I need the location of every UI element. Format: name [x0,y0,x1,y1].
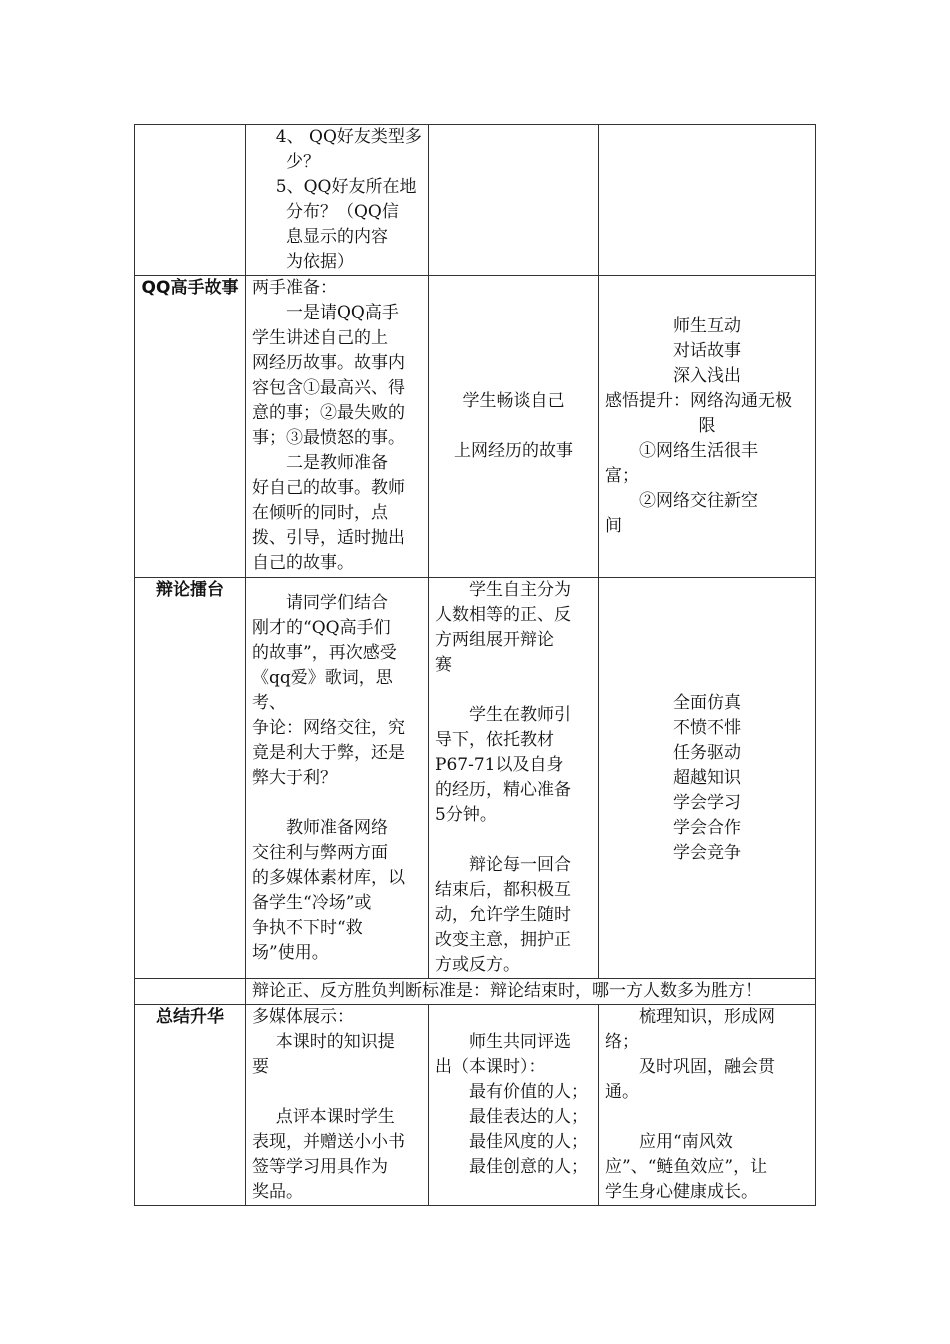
student-activity-cell [429,1005,599,1206]
table-row [135,578,816,979]
teacher-activity-cell [246,125,429,276]
text-line: 5、QQ好友所在地 [275,177,417,197]
text-line: 竟是利大于弊，还是 [252,742,405,763]
text-line: P67-71以及自身 [435,755,564,775]
text-line: 两手准备： [252,278,337,298]
text-line: 多媒体展示： [252,1007,354,1027]
spacer [605,1105,809,1130]
text-line: 刚才的“QQ高手们 [252,617,391,638]
row-title: 辩论擂台 [135,578,246,979]
text-line: 学会竞争 [673,842,741,863]
text-line: 改变主意，拥护正 [435,930,571,950]
text-line: 一是请QQ高手 [286,303,399,323]
text-line: 出（本课时）： [435,1057,546,1077]
text-line: 点评本课时学生 [275,1107,395,1127]
row-title [135,125,246,276]
design-intent-cell [599,578,816,979]
text-line: 导下，依托教材 [435,730,554,750]
text-line: 签等学习用具作为 [252,1157,388,1177]
text-line: 容包含①最高兴、得 [252,378,405,398]
text-line: 上网经历的故事 [454,441,573,461]
text-line: 息显示的内容 [286,227,388,247]
spacer [252,1080,422,1105]
text-line: 场”使用。 [252,942,329,963]
text-line: 二是教师准备 [286,453,388,473]
text-line: 师生共同评选 [469,1032,571,1052]
text-line: 通。 [605,1082,639,1102]
spacer [435,678,592,703]
text-line: 人数相等的正、反 [435,605,571,625]
table-row [135,1005,816,1206]
text-line: 间 [605,516,622,536]
text-line: 赛 [435,655,452,675]
text-line: 交往利与弊两方面 [252,842,388,863]
text-line: 的故事”，再次感受 [252,642,397,663]
table-row [135,276,816,578]
text-line: 少？ [286,152,320,172]
text-line: 在倾听的同时，点 [252,503,388,523]
text-line: 网经历故事。故事内 [252,353,405,373]
text-line: 富； [605,466,639,486]
text-line: 络； [605,1032,639,1052]
text-line: 结束后，都积极互 [435,880,571,900]
text-line: 对话故事 [673,341,741,361]
text-line: 4、 QQ好友类型多 [275,127,422,147]
lesson-plan-table [134,124,816,1206]
table-row [135,125,816,276]
text-line: 教师准备网络 [286,817,388,838]
text-line: 限 [698,416,716,436]
text-line: 学生自主分为 [469,580,571,600]
text-line: 争执不下时“救 [252,917,363,938]
text-line: 及时巩固，融会贯 [639,1057,775,1077]
text-line: 好自己的故事。教师 [252,478,405,498]
text-line: 学会合作 [673,817,741,838]
text-line: 任务驱动 [673,742,741,763]
text-line: 学生在教师引 [469,705,571,725]
teacher-activity-cell [246,1005,429,1206]
spacer [435,828,592,853]
text-line: 的多媒体素材库，以 [252,867,405,888]
text-line: 《qq爱》歌词，思考、 [252,667,393,713]
text-line: 本课时的知识提 [275,1032,395,1052]
design-intent-cell [599,276,816,578]
text-line: 自己的故事。 [252,553,354,573]
table-row [135,979,816,1005]
text-line: 意的事；②最失败的 [252,403,405,423]
text-line: 奖品。 [252,1182,303,1202]
teacher-activity-cell [246,276,429,578]
text-line: 拨、引导，适时抛出 [252,528,405,548]
text-line: 方两组展开辩论 [435,630,554,650]
text-line: 表现，并赠送小小书 [252,1132,405,1152]
text-line: 动，允许学生随时 [435,905,571,925]
student-activity-cell [429,276,599,578]
text-line: 应用“南风效 [639,1132,733,1152]
text-line: 最佳创意的人； [469,1157,588,1177]
text-line: 为依据） [286,252,354,272]
student-activity-cell [429,125,599,276]
text-line: 全面仿真 [673,692,741,713]
text-line: 深入浅出 [673,366,741,386]
row-title [135,979,246,1005]
text-line: 学生讲述自己的上 [252,328,388,348]
spacer [435,414,592,439]
text-line: 感悟提升：网络沟通无极 [605,391,792,411]
text-line: 应”、“鲢鱼效应”，让 [605,1157,768,1177]
text-line: 学会学习 [673,792,741,813]
text-line: 最佳风度的人； [469,1132,588,1152]
text-line: 分布？（QQ信 [286,202,399,222]
design-intent-cell [599,1005,816,1206]
text-line: ①网络生活很丰 [639,441,758,461]
text-line: ②网络交往新空 [639,491,758,511]
text-line: 方或反方。 [435,955,520,975]
text-line: 不愤不悱 [673,717,741,738]
text-line: 5分钟。 [435,805,497,825]
design-intent-cell [599,125,816,276]
text-line: 学生身心健康成长。 [605,1182,758,1202]
text-line: 争论：网络交往，究 [252,717,405,738]
teacher-activity-cell [246,578,429,979]
text-line: 的经历，精心准备 [435,780,571,800]
text-line: 师生互动 [673,316,741,336]
text-line: 辩论每一回合 [469,855,571,875]
row-title: 总结升华 [135,1005,246,1206]
row-title: QQ高手故事 [135,276,246,578]
text-line: 梳理知识，形成网 [639,1007,775,1027]
text-line: 最有价值的人； [469,1082,588,1102]
spacer [252,791,422,816]
student-activity-cell [429,578,599,979]
text-line: 学生畅谈自己 [462,391,565,411]
text-line: 要 [252,1057,269,1077]
text-line: 请同学们结合 [286,592,388,613]
text-line: 备学生“冷场”或 [252,892,372,913]
text-line: 最佳表达的人； [469,1107,588,1127]
text-line: 事；③最愤怒的事。 [252,428,405,448]
judgement-standard-cell: 辩论正、反方胜负判断标准是：辩论结束时，哪一方人数多为胜方！ [246,979,816,1005]
text-line: 超越知识 [673,767,741,788]
text-line: 弊大于利？ [252,767,337,788]
